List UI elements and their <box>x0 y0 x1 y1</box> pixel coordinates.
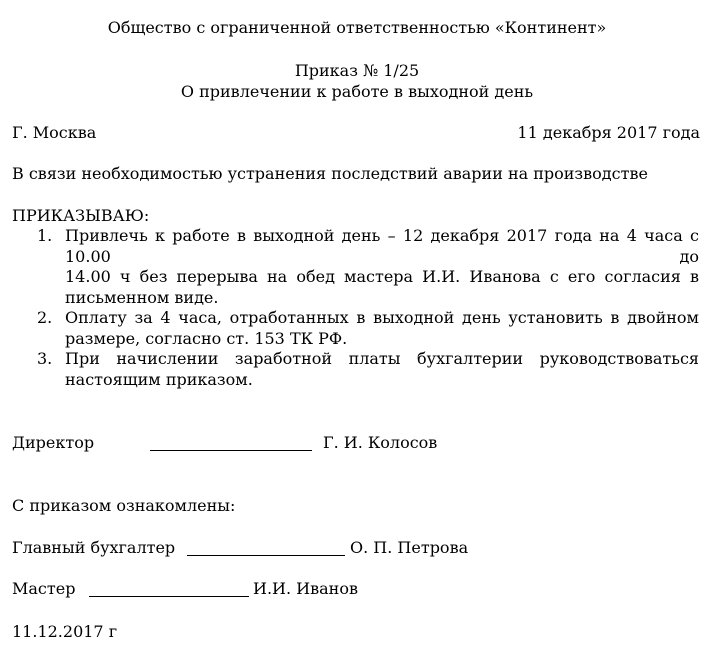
item-text-line: размере, согласно ст. 153 ТК РФ. <box>65 328 348 348</box>
order-items-list <box>37 226 699 390</box>
item-text-line: Привлечь к работе в выходной день – 12 декабря 2017 года на 4 часа с 10.00 до <box>65 226 699 266</box>
footer-date: 11.12.2017 г <box>12 622 118 641</box>
city: Г. Москва <box>12 123 97 142</box>
preamble: В связи необходимостью устранения последствий аварии на производстве <box>12 164 648 183</box>
signer-name: О. П. Петрова <box>350 538 469 557</box>
item-number: 2. <box>37 308 53 327</box>
acquainted-header: С приказом ознакомлены: <box>12 496 236 515</box>
item-number: 1. <box>37 226 53 245</box>
signer-title: Мастер <box>12 579 76 598</box>
item-text-line: письменном виде. <box>65 287 219 307</box>
director-title: Директор <box>12 433 95 452</box>
director-signature-line <box>150 450 312 451</box>
item-text-line: Оплату за 4 часа, отработанных в выходной день установить в двойном <box>65 308 699 327</box>
signer-signature-line <box>187 555 345 556</box>
order-title: Приказ № 1/25 <box>294 61 420 80</box>
item-text-line: настоящим приказом. <box>65 369 253 389</box>
order-date: 11 декабря 2017 года <box>517 123 700 142</box>
organization-name: Общество с ограниченной ответственностью «Континент» <box>107 18 607 37</box>
signer-signature-line <box>89 596 249 597</box>
list-item <box>37 226 699 308</box>
item-number: 3. <box>37 349 53 368</box>
signer-title: Главный бухгалтер <box>12 538 176 557</box>
order-word: ПРИКАЗЫВАЮ: <box>12 206 150 225</box>
item-text-line: При начислении заработной платы бухгалтерии руководствоваться <box>65 349 699 368</box>
list-item <box>37 308 699 349</box>
signer-name: И.И. Иванов <box>253 579 358 598</box>
item-text-line: 14.00 ч без перерыва на обед мастера И.И. Иванова с его согласия в <box>65 267 699 286</box>
director-name: Г. И. Колосов <box>323 433 438 452</box>
list-item <box>37 349 699 390</box>
order-subject: О привлечении к работе в выходной день <box>180 82 534 101</box>
